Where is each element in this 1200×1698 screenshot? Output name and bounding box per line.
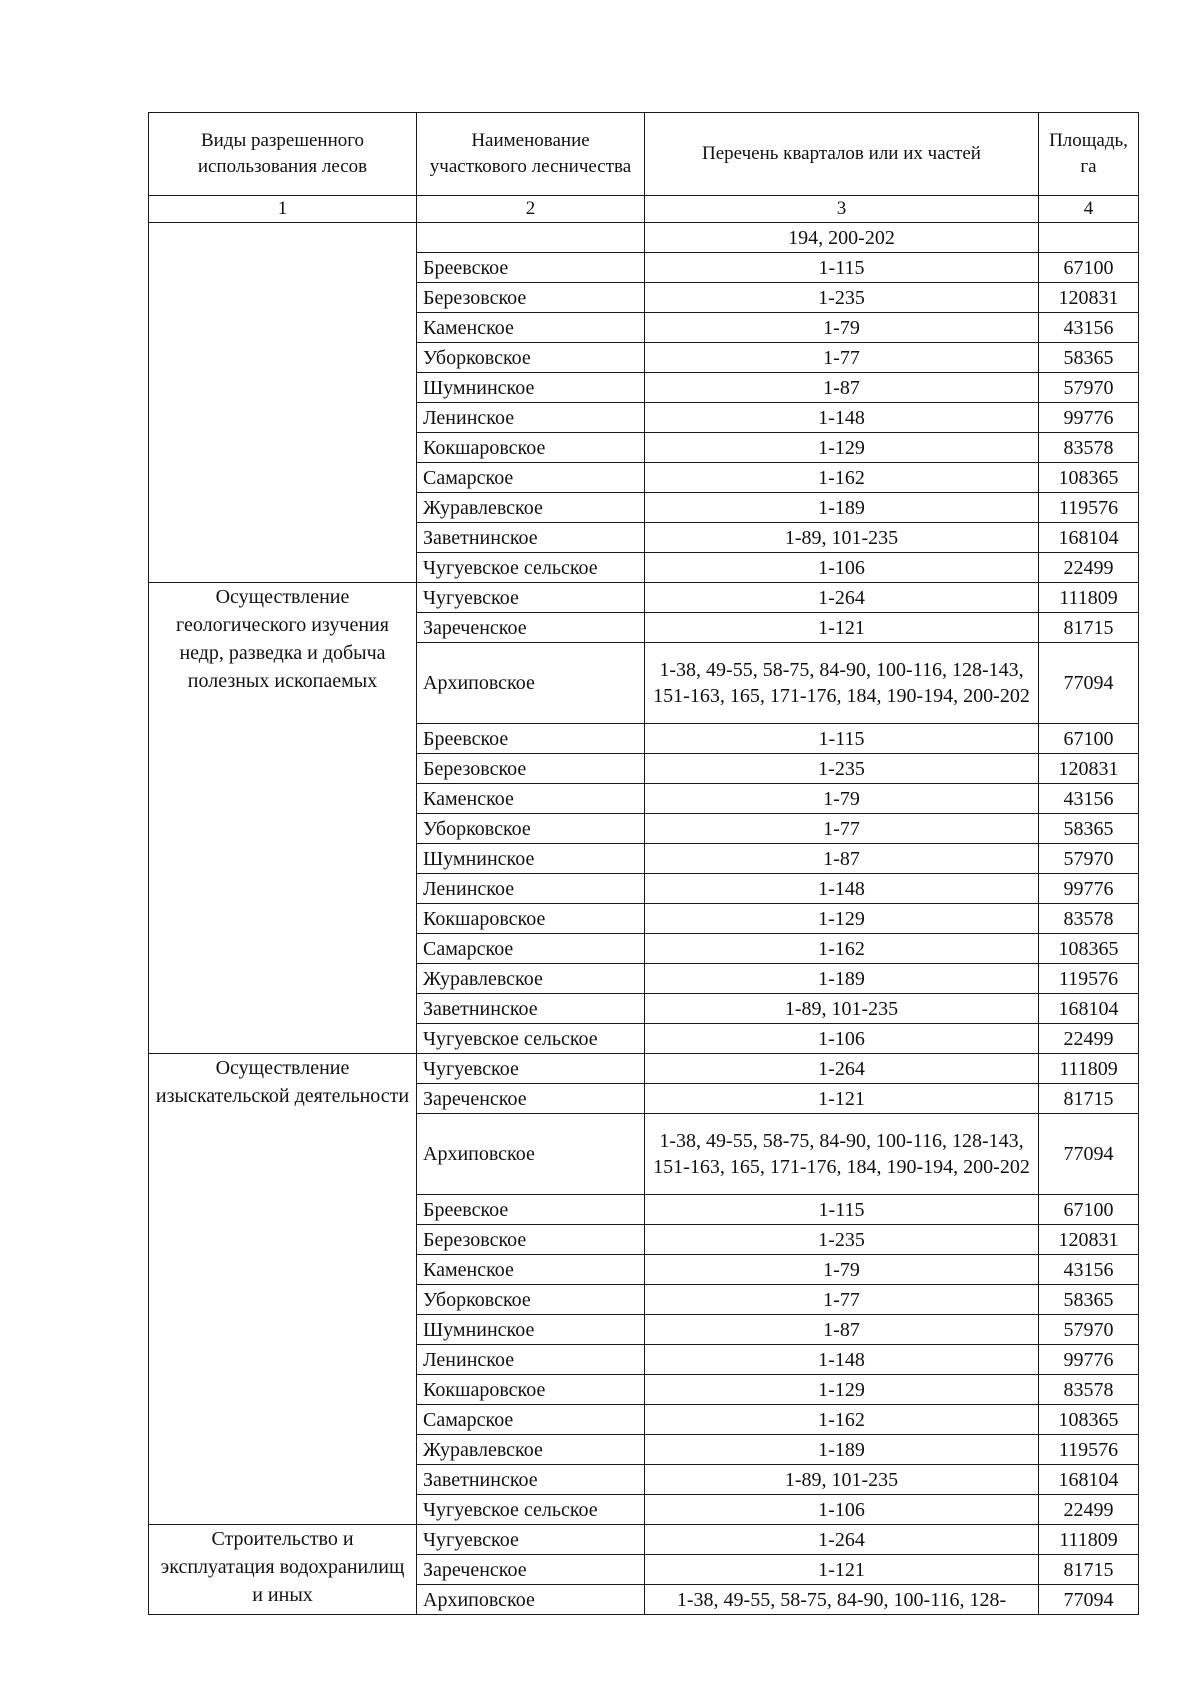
quarters-cell: 1-115 (645, 724, 1039, 754)
area-cell: 111809 (1039, 583, 1139, 613)
forestry-name-cell: Чугуевское сельское (417, 1024, 645, 1054)
document-page (148, 112, 1138, 1615)
forestry-name-cell: Самарское (417, 1405, 645, 1435)
area-cell: 119576 (1039, 964, 1139, 994)
area-cell: 77094 (1039, 1585, 1139, 1615)
usage-category: Осуществление изыскательской деятельности (149, 1054, 417, 1525)
quarters-cell: 1-106 (645, 1495, 1039, 1525)
quarters-cell: 1-87 (645, 373, 1039, 403)
area-cell: 81715 (1039, 1084, 1139, 1114)
quarters-cell: 1-129 (645, 1375, 1039, 1405)
quarters-cell: 1-87 (645, 1315, 1039, 1345)
quarters-cell: 1-106 (645, 1024, 1039, 1054)
quarters-cell: 1-121 (645, 1555, 1039, 1585)
header-usage-type: Виды разрешенного использования лесов (149, 113, 417, 196)
forestry-name-cell: Самарское (417, 463, 645, 493)
quarters-cell: 1-121 (645, 1084, 1039, 1114)
forestry-name-cell: Бреевское (417, 253, 645, 283)
forestry-name-cell: Каменское (417, 313, 645, 343)
area-cell: 67100 (1039, 253, 1139, 283)
usage-category (149, 223, 417, 583)
forestry-name-cell: Чугуевское сельское (417, 553, 645, 583)
quarters-cell: 1-38, 49-55, 58-75, 84-90, 100-116, 128- (645, 1585, 1039, 1615)
quarters-cell: 1-162 (645, 1405, 1039, 1435)
area-cell: 99776 (1039, 1345, 1139, 1375)
column-number: 1 (149, 196, 417, 223)
quarters-cell: 1-264 (645, 583, 1039, 613)
forestry-name-cell: Архиповское (417, 1114, 645, 1195)
area-cell: 111809 (1039, 1525, 1139, 1555)
header-area: Площадь, га (1039, 113, 1139, 196)
quarters-cell: 1-162 (645, 463, 1039, 493)
table-header-row (149, 113, 1139, 196)
quarters-cell: 1-189 (645, 493, 1039, 523)
forestry-name-cell: Бреевское (417, 1195, 645, 1225)
forestry-name-cell: Архиповское (417, 1585, 645, 1615)
area-cell: 22499 (1039, 1495, 1139, 1525)
header-quarters-list: Перечень кварталов или их частей (645, 113, 1039, 196)
column-number: 4 (1039, 196, 1139, 223)
forestry-name-cell: Березовское (417, 1225, 645, 1255)
quarters-cell: 1-77 (645, 343, 1039, 373)
area-cell: 120831 (1039, 754, 1139, 784)
forestry-name-cell: Ленинское (417, 1345, 645, 1375)
forestry-name-cell: Чугуевское (417, 1054, 645, 1084)
quarters-cell: 1-189 (645, 1435, 1039, 1465)
quarters-cell: 1-89, 101-235 (645, 523, 1039, 553)
forestry-name-cell: Каменское (417, 1255, 645, 1285)
header-forestry-name: Наименование участкового лесничества (417, 113, 645, 196)
quarters-cell: 1-38, 49-55, 58-75, 84-90, 100-116, 128-143, 151-163, 165, 171-176, 184, 190-194, 200-202 (645, 643, 1039, 724)
quarters-cell: 1-148 (645, 1345, 1039, 1375)
area-cell: 120831 (1039, 1225, 1139, 1255)
area-cell: 111809 (1039, 1054, 1139, 1084)
quarters-cell: 1-79 (645, 1255, 1039, 1285)
forestry-name-cell: Журавлевское (417, 493, 645, 523)
forestry-name-cell: Самарское (417, 934, 645, 964)
forestry-name-cell: Чугуевское (417, 583, 645, 613)
area-cell: 81715 (1039, 613, 1139, 643)
forestry-name-cell: Ленинское (417, 403, 645, 433)
forestry-name-cell: Уборковское (417, 1285, 645, 1315)
area-cell: 57970 (1039, 1315, 1139, 1345)
area-cell: 83578 (1039, 433, 1139, 463)
area-cell: 108365 (1039, 463, 1139, 493)
forestry-name-cell: Шумнинское (417, 844, 645, 874)
quarters-cell: 1-121 (645, 613, 1039, 643)
forestry-name-cell: Березовское (417, 754, 645, 784)
forestry-name-cell: Ленинское (417, 874, 645, 904)
quarters-cell: 1-115 (645, 1195, 1039, 1225)
area-cell: 108365 (1039, 934, 1139, 964)
area-cell: 43156 (1039, 1255, 1139, 1285)
area-cell: 119576 (1039, 493, 1139, 523)
quarters-cell: 1-89, 101-235 (645, 994, 1039, 1024)
quarters-cell: 1-87 (645, 844, 1039, 874)
quarters-cell: 1-264 (645, 1525, 1039, 1555)
forestry-name-cell: Чугуевское сельское (417, 1495, 645, 1525)
area-cell: 99776 (1039, 874, 1139, 904)
area-cell (1039, 223, 1139, 253)
quarters-cell: 1-79 (645, 313, 1039, 343)
area-cell: 168104 (1039, 523, 1139, 553)
area-cell: 83578 (1039, 904, 1139, 934)
quarters-cell: 194, 200-202 (645, 223, 1039, 253)
table-row (149, 1054, 1139, 1084)
quarters-cell: 1-264 (645, 1054, 1039, 1084)
forestry-name-cell: Журавлевское (417, 964, 645, 994)
area-cell: 22499 (1039, 1024, 1139, 1054)
forestry-name-cell: Шумнинское (417, 373, 645, 403)
area-cell: 43156 (1039, 784, 1139, 814)
quarters-cell: 1-235 (645, 754, 1039, 784)
quarters-cell: 1-235 (645, 283, 1039, 313)
area-cell: 168104 (1039, 994, 1139, 1024)
forestry-name-cell: Заветнинское (417, 1465, 645, 1495)
forestry-name-cell: Архиповское (417, 643, 645, 724)
area-cell: 67100 (1039, 724, 1139, 754)
area-cell: 83578 (1039, 1375, 1139, 1405)
usage-category: Строительство и эксплуатация водохранилищ и иных (149, 1525, 417, 1615)
area-cell: 168104 (1039, 1465, 1139, 1495)
area-cell: 77094 (1039, 643, 1139, 724)
column-number-row (149, 196, 1139, 223)
quarters-cell: 1-148 (645, 403, 1039, 433)
forestry-name-cell: Бреевское (417, 724, 645, 754)
area-cell: 119576 (1039, 1435, 1139, 1465)
forestry-name-cell: Чугуевское (417, 1525, 645, 1555)
forestry-name-cell: Березовское (417, 283, 645, 313)
forestry-name-cell: Заветнинское (417, 994, 645, 1024)
forestry-name-cell: Журавлевское (417, 1435, 645, 1465)
area-cell: 67100 (1039, 1195, 1139, 1225)
area-cell: 22499 (1039, 553, 1139, 583)
column-number: 2 (417, 196, 645, 223)
area-cell: 120831 (1039, 283, 1139, 313)
area-cell: 58365 (1039, 343, 1139, 373)
column-number: 3 (645, 196, 1039, 223)
forestry-name-cell: Каменское (417, 784, 645, 814)
table-row (149, 583, 1139, 613)
forestry-name-cell: Уборковское (417, 343, 645, 373)
quarters-cell: 1-77 (645, 814, 1039, 844)
forestry-name-cell: Зареченское (417, 1084, 645, 1114)
quarters-cell: 1-129 (645, 904, 1039, 934)
quarters-cell: 1-77 (645, 1285, 1039, 1315)
area-cell: 108365 (1039, 1405, 1139, 1435)
quarters-cell: 1-148 (645, 874, 1039, 904)
forest-use-table (148, 112, 1139, 1615)
quarters-cell: 1-79 (645, 784, 1039, 814)
forestry-name-cell: Уборковское (417, 814, 645, 844)
forestry-name-cell: Шумнинское (417, 1315, 645, 1345)
forestry-name-cell: Кокшаровское (417, 433, 645, 463)
area-cell: 77094 (1039, 1114, 1139, 1195)
forestry-name-cell (417, 223, 645, 253)
area-cell: 99776 (1039, 403, 1139, 433)
forestry-name-cell: Зареченское (417, 1555, 645, 1585)
usage-category: Осуществление геологического изучения недр, разведка и добыча полезных ископаемых (149, 583, 417, 1054)
quarters-cell: 1-235 (645, 1225, 1039, 1255)
continuation-row (149, 223, 1139, 253)
area-cell: 81715 (1039, 1555, 1139, 1585)
forestry-name-cell: Кокшаровское (417, 904, 645, 934)
area-cell: 58365 (1039, 1285, 1139, 1315)
quarters-cell: 1-162 (645, 934, 1039, 964)
area-cell: 57970 (1039, 844, 1139, 874)
quarters-cell: 1-106 (645, 553, 1039, 583)
quarters-cell: 1-89, 101-235 (645, 1465, 1039, 1495)
quarters-cell: 1-115 (645, 253, 1039, 283)
forestry-name-cell: Зареченское (417, 613, 645, 643)
forestry-name-cell: Кокшаровское (417, 1375, 645, 1405)
area-cell: 58365 (1039, 814, 1139, 844)
quarters-cell: 1-129 (645, 433, 1039, 463)
forestry-name-cell: Заветнинское (417, 523, 645, 553)
quarters-cell: 1-38, 49-55, 58-75, 84-90, 100-116, 128-143, 151-163, 165, 171-176, 184, 190-194, 200-202 (645, 1114, 1039, 1195)
table-row (149, 1525, 1139, 1555)
quarters-cell: 1-189 (645, 964, 1039, 994)
area-cell: 43156 (1039, 313, 1139, 343)
area-cell: 57970 (1039, 373, 1139, 403)
